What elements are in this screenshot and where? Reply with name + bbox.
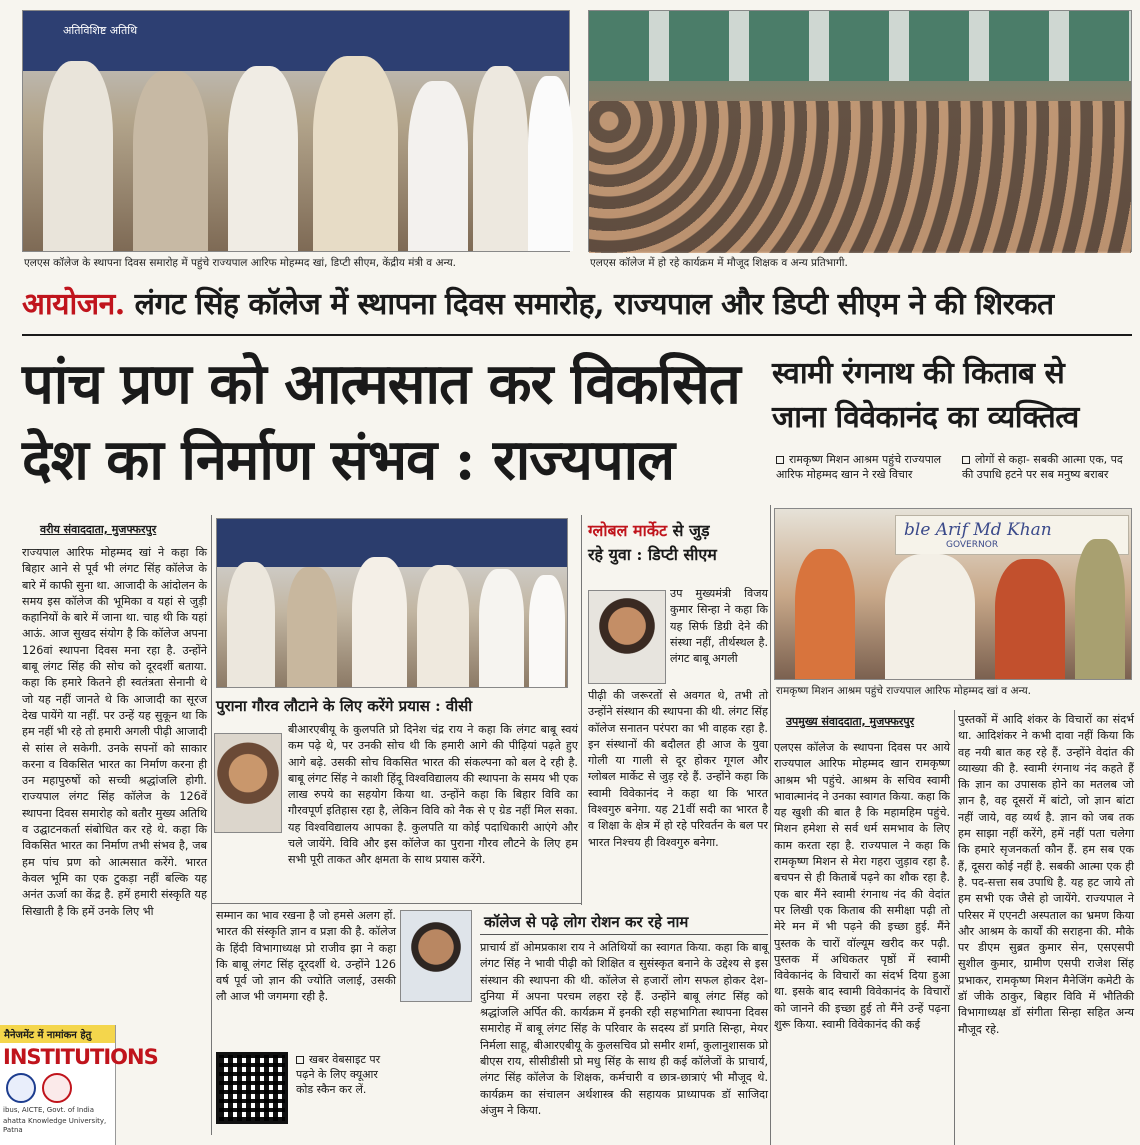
- alumni-headline: कॉलेज से पढ़े लोग रोशन कर रहे नाम: [484, 913, 689, 931]
- main-story-col1: राज्यपाल आरिफ मोहम्मद खां ने कहा कि बिहार आने से पूर्व भी लंगट सिंह कॉलेज के बारे में काफी सुना था. आजादी के आंदोलन के समय इस कॉलेज की भूमिका व यहां से जुड़ी कहानियों के बारे में जाना था. चाह थी कि यहां आऊं. आज सुखद संयोग है कि कॉलेज अपना 126वां स्थापना दिवस मना रहा है. उन्होंने बाबू लंगट सिंह की सोच को दूरदर्शी बताया. कहा कि हमारे कितने ही स्वतंत्रता सेनानी थे जो यह नहीं जानते थे कि आजादी का सूरज देख पायेंगे या नहीं. पर उन्हें यह सुकून था कि हम नहीं भी रहे तो हमारी अगली पीढ़ी आजादी से सांस ले सकेगी. उनके सपनों को साकार करना व विकसित भारत का निर्माण करना ही उन महापुरुषों को सच्ची श्रद्धांजलि होगी. राज्यपाल लंगट सिंह कॉलेज के 126वें स्थापना दिवस समारोह को बतौर मुख्य अतिथि व उद्घाटनकर्ता संबोधित कर रहे थे. कहा कि विकसित भारत का निर्माण तभी संभव है, जब हम पांच प्रण को आत्मसात करेंगे. भारत केवल भूमि का एक टुकड़ा नहीं बल्कि यह अनंत ऊर्जा का केंद्र है. हमें हमारी संस्कृति यह सिखाती है कि हमें उनके लिए भी: [22, 546, 208, 918]
- person-figure: [528, 76, 573, 251]
- advertisement[interactable]: [0, 1025, 158, 1145]
- alumni-rule: [480, 934, 768, 935]
- person-figure: [227, 562, 275, 687]
- hall-windows: [589, 11, 1131, 81]
- qr-code[interactable]: [216, 1052, 288, 1124]
- ad-logo-icon: [42, 1073, 72, 1103]
- person-figure: [479, 569, 524, 687]
- person-figure: [529, 575, 565, 687]
- ad-logo-icon: [6, 1073, 36, 1103]
- swami-headline-line1: स्वामी रंगनाथ की किताब से: [772, 356, 1065, 391]
- square-bullet-icon: [962, 456, 970, 464]
- photo-deputy-cm: [588, 590, 666, 684]
- banner-rule: [22, 334, 1132, 336]
- photo-vc: [214, 733, 282, 833]
- person-figure: [885, 554, 975, 679]
- swami-story-col2: पुस्तकों में आदि शंकर के विचारों का संदर्भ था. आदिशंकर ने कभी दावा नहीं किया कि वह नयी बात कह रहे हैं. उन्होंने वेदांत की व्याख्या की है. स्वामी रंगनाथ नंद कहते हैं कि ज्ञान का उपासक होने का मतलब जो ज्ञान है, वह दूसरों में बांटो, जो ज्ञान बांटा नहीं जाये, वह व्यर्थ है. ज्ञान को जब तक हम साझा नहीं करेंगे, हमें नहीं पता चलेगा कि हमारे सृजनकर्ता कौन हैं. हम सब एक हैं, दूसरा कोई नहीं है. सबकी आत्मा एक ही है. पद-सत्ता सब उपाधि है. यह हट जाये तो हम सभी एक जैसे हो जायेंगे. राज्यपाल ने परिसर में एएनटी अस्पताल का भ्रमण किया और आश्रम के कार्यों की सराहना की. मौके पर डीएम सुब्रत कुमार सेन, एसएसपी सुशील कुमार, ग्रामीण एसपी राजेश सिंह प्रभाकर, रामकृष्ण मिशन मैनेजिंग कमेटी के डॉ जीके ठाकुर, बिहार विवि में भौतिकी विभागाध्यक्ष डॉ संगीता सिन्हा सहित अन्य मौजूद रहे.: [958, 713, 1134, 1036]
- audience-rows: [589, 101, 1131, 253]
- person-figure: [287, 567, 337, 687]
- swami-byline: उपमुख्य संवाददाता, मुजफ्फरपुर: [786, 715, 915, 728]
- dycm-story-text-beside: उप मुख्यमंत्री विजय कुमार सिन्हा ने कहा कि यह सिर्फ डिग्री देने की संस्था नहीं, तीर्थस्थल है. लंगट बाबू अगली: [670, 587, 768, 666]
- person-figure: [313, 56, 398, 251]
- swami-bullet: लोगों से कहा- सबकी आत्मा एक, पद की उपाधि हटने पर सब मनुष्य बराबर: [962, 453, 1123, 481]
- person-figure: [1075, 539, 1125, 679]
- column-divider: [954, 710, 955, 1145]
- ad-title: INSTITUTIONS: [3, 1045, 158, 1069]
- ad-line2: ahatta Knowledge University, Patna: [3, 1117, 107, 1134]
- person-figure: [795, 549, 855, 679]
- person-figure: [408, 81, 468, 251]
- photo-caption: एलएस कॉलेज में हो रहे कार्यक्रम में मौजूद शिक्षक व अन्य प्रतिभागी.: [590, 257, 848, 269]
- person-figure: [352, 557, 407, 687]
- photo-principal: [400, 910, 472, 1002]
- main-byline: वरीय संवाददाता, मुजफ्फरपुर: [40, 523, 157, 536]
- swami-headline-line2: जाना विवेकानंद का व्यक्तित्व: [772, 400, 1079, 435]
- column-divider: [770, 505, 771, 1145]
- square-bullet-icon: [296, 1056, 304, 1064]
- photo-governor-stage: [22, 10, 570, 252]
- column-divider: [581, 515, 582, 905]
- dycm-headline-keyword: ग्लोबल मार्केट: [588, 521, 668, 540]
- swami-headline: [772, 352, 1134, 440]
- stage-banner-text: अतिविशिष्ट अतिथि: [63, 24, 138, 37]
- swami-bullet: रामकृष्ण मिशन आश्रम पहुंचे राज्यपाल आरिफ मोहम्मद खान ने रखे विचार: [776, 453, 942, 481]
- stage-backdrop: [23, 11, 569, 71]
- banner-text: लंगट सिंह कॉलेज में स्थापना दिवस समारोह, राज्यपाल और डिप्टी सीएम ने की शिरकत: [124, 287, 1054, 322]
- person-figure: [995, 559, 1065, 679]
- qr-note: खबर वेबसाइट पर पढ़ने के लिए क्यूआर कोड स्कैन कर लें.: [296, 1053, 381, 1096]
- photo-book-release: [216, 518, 568, 688]
- column-divider: [211, 515, 212, 1135]
- dycm-headline-line2: रहे युवा : डिप्टी सीएम: [588, 545, 717, 564]
- vc-story-text: बीआरएबीयू के कुलपति प्रो दिनेश चंद्र राय ने कहा कि लंगट बाबू स्वयं कम पढ़े थे, पर उनकी सोच थी कि हमारी आगे की पीढ़ियां पढ़ते हुए आगे बढ़े. उसकी सोच विकसित भारत की संकल्पना को बल दे रही है. बाबू लंगट सिंह ने काशी हिंदू विश्वविद्यालय की स्थापना के समय भी एक लाख रुपये का सहयोग किया था. उन्होंने कहा कि बिहार विवि का गौरवपूर्ण इतिहास रहा है, लेकिन विवि को नैक से ए ग्रेड नहीं मिल सका. यह विश्वविद्यालय आपका है. कुलपति या कोई पदाधिकारी आएंगे और चले जायेंगे. विवि और इस कॉलेज का पुराना गौरव लौटने के लिए हम सभी पूरी ताकत और क्षमता के साथ प्रयास करेंगे.: [288, 723, 578, 867]
- section-banner: [22, 282, 1132, 328]
- section-rule: [212, 903, 582, 904]
- name-board-subtext: GOVERNOR: [946, 540, 999, 550]
- main-story-col2: सम्मान का भाव रखना है जो हमसे अलग हों. भारत की संस्कृति ज्ञान व प्रज्ञा की है. कॉलेज के हिंदी विभागाध्यक्ष प्रो राजीव झा ने कहा कि बाबू लंगट सिंह दूरदर्शी थे. उन्होंने 126 वर्ष पूर्व जो ज्ञान की ज्योति जलाई, उसकी लौ आज भी जगमगा रही है.: [216, 909, 396, 1004]
- swami-story-col1: एलएस कॉलेज के स्थापना दिवस पर आये राज्यपाल आरिफ मोहम्मद खान रामकृष्ण आश्रम भी पहुंचे. आश्रम के सचिव स्वामी भावात्मानंद ने उनका स्वागत किया. कहा कि यह खुशी की बात है कि महामहिम पहुंचे. मिशन हमेशा से सर्व धर्म समभाव के लिए काम करता रहा है. राज्यपाल ने कहा कि रामकृष्ण मिशन से मेरा गहरा जुड़ाव रहा है. बचपन से ही किताबें पढ़ने का शौक रहा है. एक बार मैंने स्वामी रंगनाथ नंद की वेदांत पर लिखी एक किताब की समीक्षा पढ़ी तो मेरे मन में भी पढ़ने की इच्छा हुई. मैंने पुस्तक के चारों वॉल्यूम खरीद कर पढ़ी. पुस्तक में अधिकतर पृष्ठों में स्वामी विवेकानंद के विचारों का संदर्भ दिया हुआ था. इसके बाद स्वामी विवेकानंद के विचारों को जानने की इच्छा हुई तो मैंने उन्हें पढ़ना शुरू किया. स्वामी विवेकानंद की कई: [774, 741, 950, 1032]
- photo-caption: एलएस कॉलेज के स्थापना दिवस समारोह में पहुंचे राज्यपाल आरिफ मोहम्मद खां, डिप्टी सीएम, केंद्रीय मंत्री व अन्य.: [24, 257, 457, 269]
- square-bullet-icon: [776, 456, 784, 464]
- vc-headline: पुराना गौरव लौटाने के लिए करेंगे प्रयास : वीसी: [216, 697, 473, 715]
- person-figure: [473, 66, 528, 251]
- person-figure: [43, 61, 113, 251]
- photo-ramakrishna-ashram: [774, 508, 1132, 680]
- photo-audience-hall: [588, 10, 1132, 252]
- banner-keyword: आयोजन.: [22, 287, 125, 322]
- alumni-story-text: प्राचार्य डॉ ओमप्रकाश राय ने अतिथियों का स्वागत किया. कहा कि बाबू लंगट सिंह ने भावी पीढ़ी को शिक्षित व सुसंस्कृत बनाने के उद्देश्य से इस संस्थान की स्थापना की थी. कॉलेज से हजारों लोग सफल होकर देश-दुनिया में अपना परचम लहरा रहे हैं. उन्होंने बाबू लंगट सिंह को श्रद्धांजलि अर्पित की. कार्यक्रम में इनकी रही सहभागिता स्थापना दिवस समारोह में बाबू लंगट सिंह के परिवार के सदस्य डॉ प्रगति सिन्हा, मेयर निर्मला साहू, बीआरएबीयू के कुलसचिव प्रो समीर शर्मा, कुलानुशासक प्रो बीएस राय, सीसीडीसी प्रो मधु सिंह के साथ ही कई कॉलेजों के प्राचार्य, लंगट सिंह कॉलेज के शिक्षक, कर्मचारी व छात्र-छात्राएं भी मौजूद थे. कार्यक्रम का संचालन अर्थशास्त्र की सहायक प्राध्यापक डॉ साजिदा अंजुम ने किया.: [480, 941, 768, 1117]
- dycm-headline: ग्लोबल मार्केट से जुड़ रहे युवा : डिप्टी सीएम: [588, 521, 717, 564]
- dycm-story-text-below: पीढ़ी की जरूरतों से अवगत थे, तभी तो उन्होंने संस्थान की स्थापना की थी. लंगट सिंह कॉलेज सनातन परंपरा का भी वाहक रहा है. इन संस्थानों की बदौलत ही आज के युवा गोली या गाली से दूर होकर गूगल और ग्लोबल मार्केट से जुड़ रहे हैं. उन्होंने कहा कि स्वामी विवेकानंद ने कहा था कि भारत विश्वगुरु बनेगा. यह 21वीं सदी का भारत है व शिक्षा के क्षेत्र में हो रहे परिवर्तन के बल पर भारत निश्चय ही विश्वगुरु बनेगा.: [588, 689, 768, 849]
- person-figure: [228, 66, 298, 251]
- ad-top-line: मैनेजमेंट में नामांकन हेतु: [0, 1025, 115, 1043]
- main-headline-line2: देश का निर्माण संभव : राज्यपाल: [22, 427, 675, 493]
- name-board-text: ble Arif Md Khan: [904, 520, 1052, 540]
- photo-caption: रामकृष्ण मिशन आश्रम पहुंचे राज्यपाल आरिफ मोहम्मद खां व अन्य.: [776, 685, 1031, 697]
- person-figure: [133, 71, 208, 251]
- main-headline-line1: पांच प्रण को आत्मसात कर विकसित: [22, 351, 740, 417]
- main-headline: [22, 346, 762, 498]
- person-figure: [417, 565, 469, 687]
- ad-line1: ibus, AICTE, Govt. of India: [3, 1106, 95, 1114]
